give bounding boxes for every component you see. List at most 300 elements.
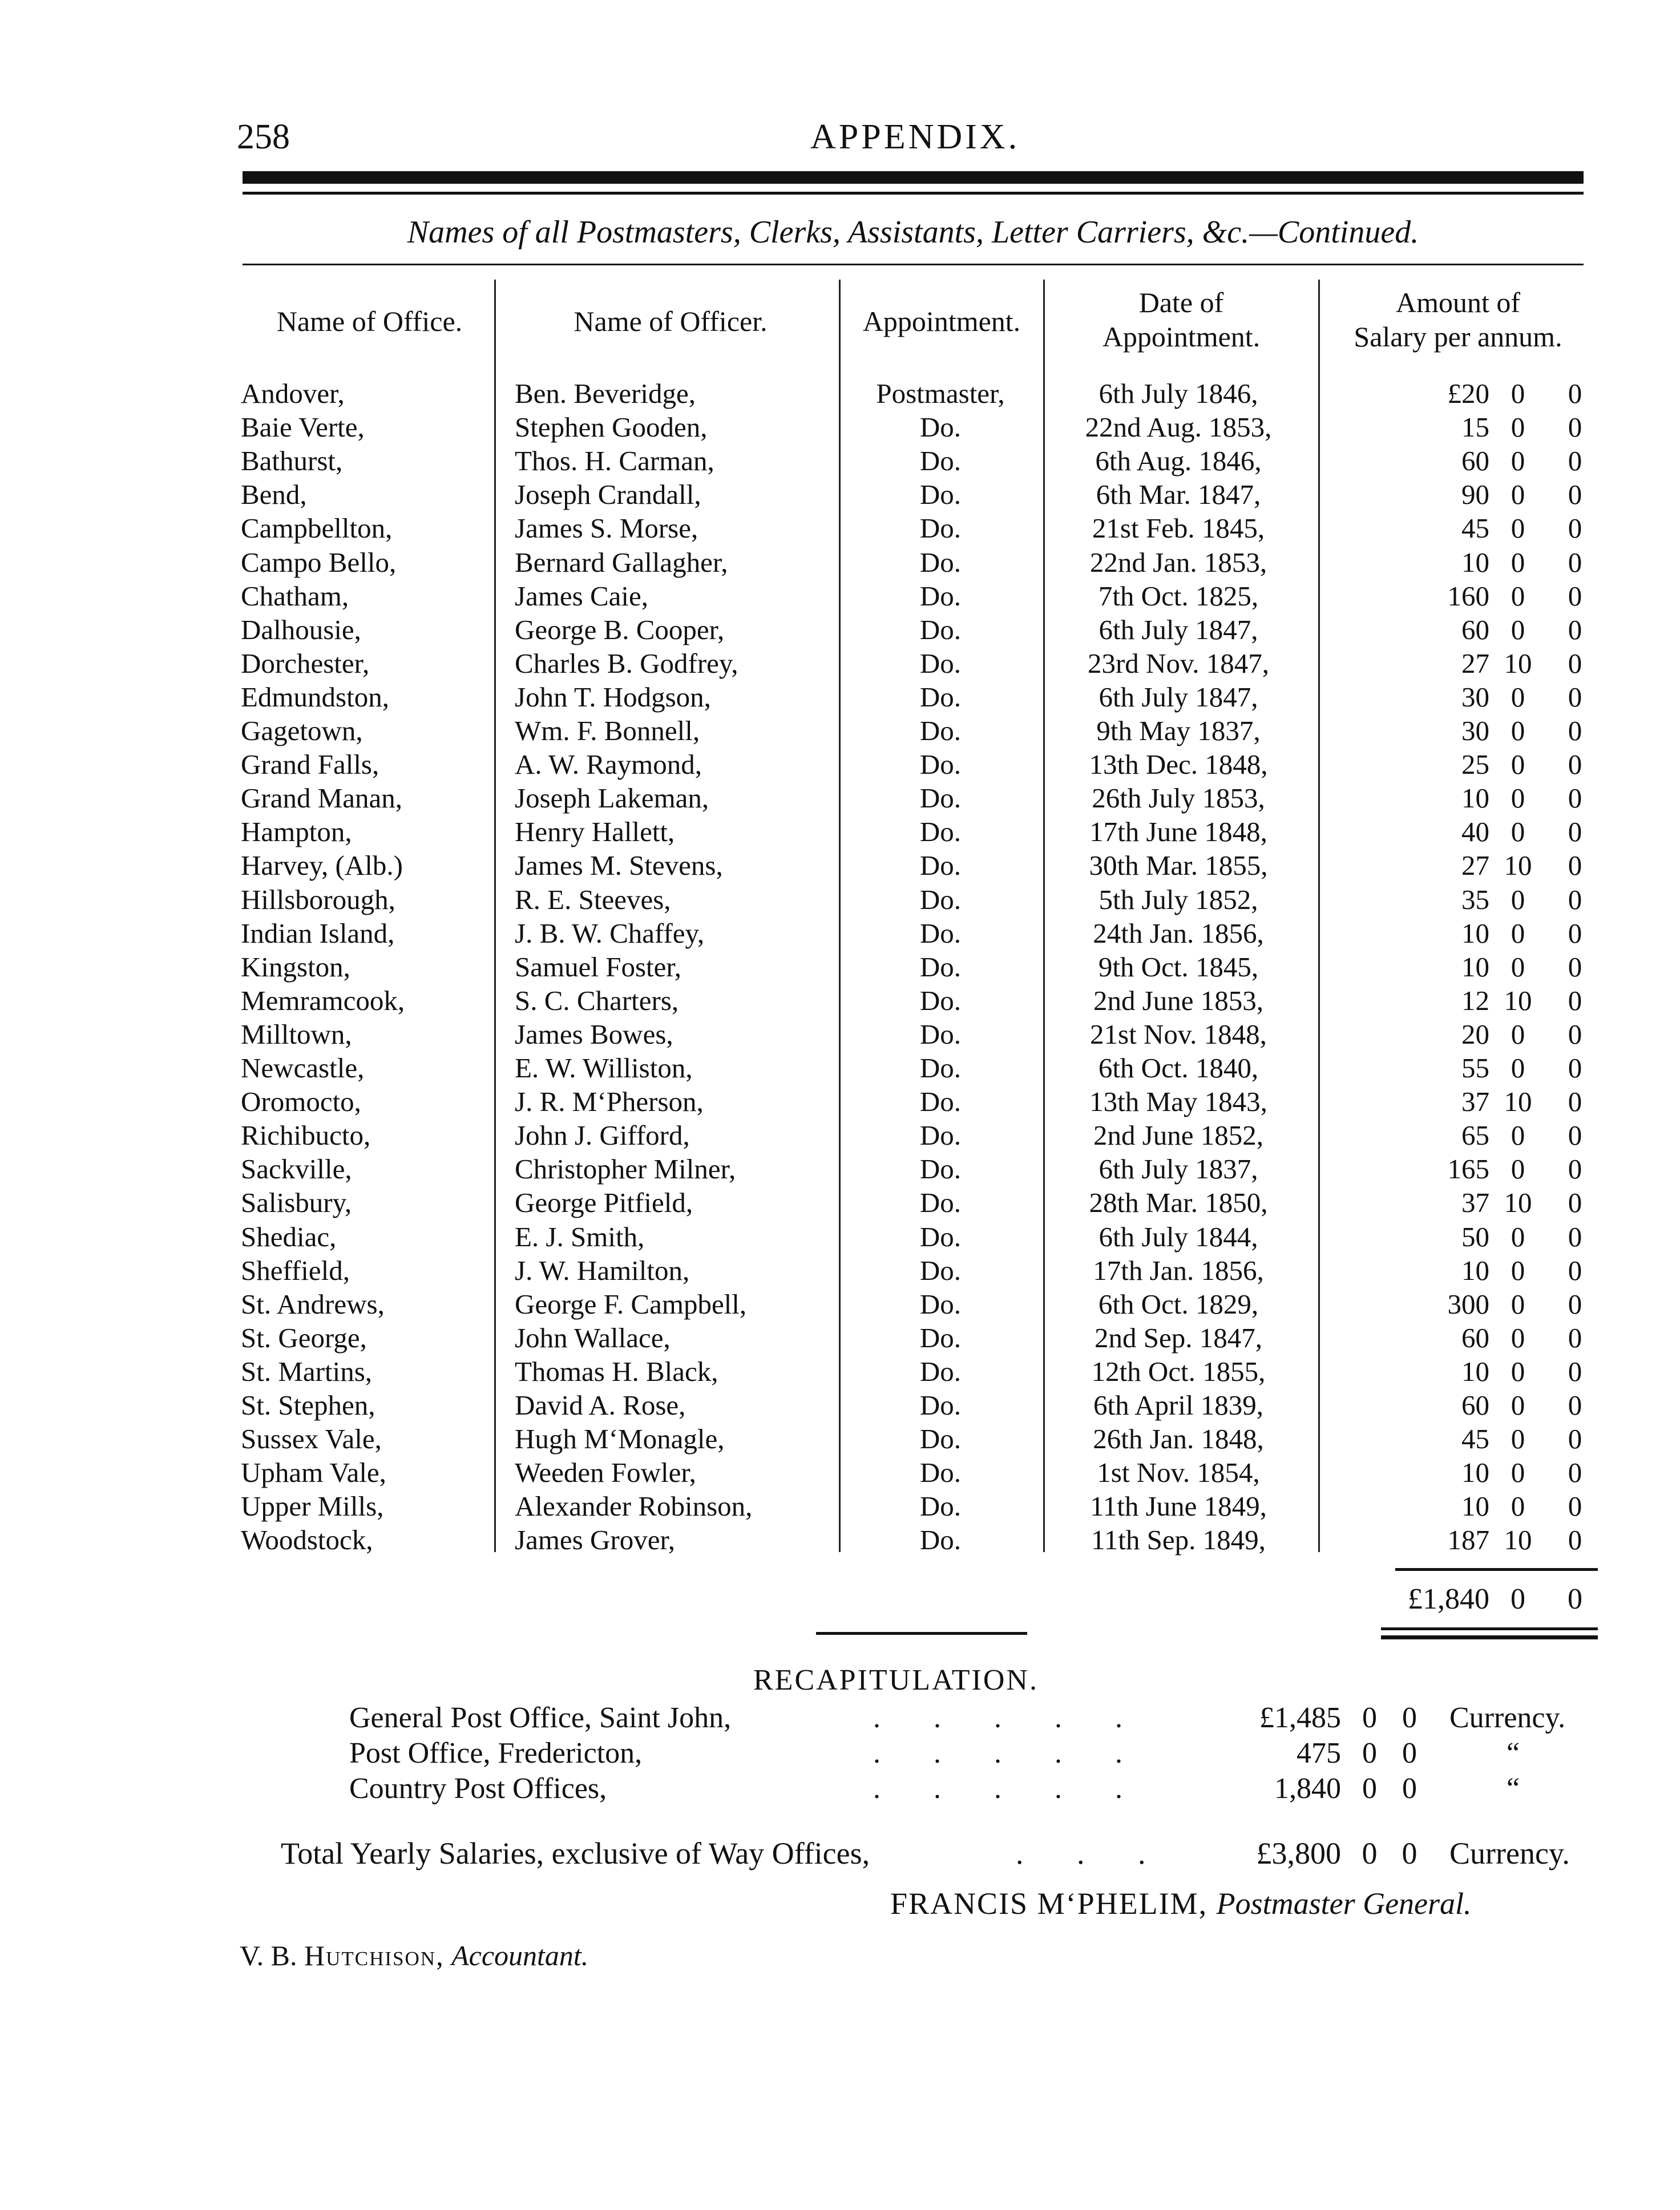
appointment-date: 6th July 1847, xyxy=(1099,613,1258,645)
office-name: Andover, xyxy=(241,378,345,409)
postmaster-name: FRANCIS M‘PHELIM, xyxy=(890,1886,1208,1921)
total-yearly-label: Total Yearly Salaries, exclusive of Way Offices, xyxy=(281,1836,870,1870)
column-header-date xyxy=(1047,285,1315,354)
recap-pounds: 475 xyxy=(1297,1737,1341,1769)
appointment-date: 7th Oct. 1825, xyxy=(1098,580,1259,612)
appointment: Do. xyxy=(919,1052,962,1084)
salary-pence: 0 xyxy=(1568,1187,1582,1219)
appointment-date: 26th Jan. 1848, xyxy=(1093,1423,1264,1455)
appointment: Do. xyxy=(919,984,962,1016)
salary-pence: 0 xyxy=(1568,816,1582,848)
salary-pounds: 187 xyxy=(1447,1524,1489,1556)
leader-dots: . . . xyxy=(1016,1836,1169,1870)
table-total-row xyxy=(0,1579,1680,1619)
appointment: Do. xyxy=(919,1120,962,1152)
officer-name: Ben. Beveridge, xyxy=(515,378,696,409)
salary-shillings: 0 xyxy=(1511,411,1525,443)
salary-shillings: 0 xyxy=(1511,917,1525,949)
office-name: Grand Manan, xyxy=(241,782,403,814)
recap-label: Post Office, Fredericton, xyxy=(349,1737,643,1769)
appointment-date: 6th Oct. 1829, xyxy=(1098,1288,1259,1320)
salary-pence: 0 xyxy=(1568,1018,1582,1050)
total-rule xyxy=(1395,1568,1598,1571)
appointment-date: 6th Oct. 1840, xyxy=(1098,1052,1259,1084)
section-divider-rule xyxy=(816,1632,1027,1635)
appointment-date: 24th Jan. 1856, xyxy=(1093,917,1264,949)
office-name: Gagetown, xyxy=(241,715,363,746)
salary-pounds: 27 xyxy=(1461,647,1489,679)
postmaster-title: Postmaster General. xyxy=(1216,1886,1472,1921)
officer-name: Bernard Gallagher, xyxy=(515,546,728,578)
table-row xyxy=(0,916,1680,950)
salary-pence: 0 xyxy=(1568,1457,1582,1489)
officer-name: J. W. Hamilton, xyxy=(515,1254,690,1286)
appointment-date: 2nd June 1853, xyxy=(1093,984,1264,1016)
table-row xyxy=(0,1287,1680,1321)
salary-shillings: 0 xyxy=(1511,378,1525,409)
appointment: Do. xyxy=(919,1524,962,1556)
appointment: Do. xyxy=(919,951,962,983)
column-header-date-line1: Date of xyxy=(1138,286,1224,318)
appointment-date: 6th July 1844, xyxy=(1099,1221,1258,1253)
office-name: St. Andrews, xyxy=(241,1288,385,1320)
leader-dots: . . . . . xyxy=(873,1737,1145,1769)
officer-name: E. W. Williston, xyxy=(515,1052,693,1084)
officer-name: George B. Cooper, xyxy=(515,613,725,645)
appointment-date: 1st Nov. 1854, xyxy=(1097,1457,1260,1489)
salary-pence: 0 xyxy=(1568,580,1582,612)
office-name: Edmundston, xyxy=(241,681,389,713)
officer-name: James S. Morse, xyxy=(515,512,698,544)
appointment-date: 9th May 1837, xyxy=(1096,715,1261,746)
appointment: Do. xyxy=(919,1355,962,1387)
office-name: Sussex Vale, xyxy=(241,1423,382,1455)
appointment-date: 22nd Jan. 1853, xyxy=(1089,546,1267,578)
table-row xyxy=(0,781,1680,815)
salary-pounds: 50 xyxy=(1461,1221,1489,1253)
salary-pounds: 10 xyxy=(1461,546,1489,578)
office-name: Upham Vale, xyxy=(241,1457,386,1489)
appointment-date: 11th Sep. 1849, xyxy=(1091,1524,1266,1556)
salary-pence: 0 xyxy=(1568,1120,1582,1152)
appointment: Do. xyxy=(919,883,962,915)
table-row xyxy=(0,1422,1680,1456)
office-name: Newcastle, xyxy=(241,1052,365,1084)
office-name: Salisbury, xyxy=(241,1187,352,1219)
salary-pence: 0 xyxy=(1568,1355,1582,1387)
office-name: Milltown, xyxy=(241,1018,352,1050)
salary-pounds: 60 xyxy=(1461,1389,1489,1421)
officer-name: R. E. Steeves, xyxy=(515,883,671,915)
officer-name: Charles B. Godfrey, xyxy=(515,647,738,679)
table-row xyxy=(0,1355,1680,1388)
office-name: Indian Island, xyxy=(241,917,395,949)
officer-name: Hugh M‘Monagle, xyxy=(515,1423,725,1455)
salary-shillings: 0 xyxy=(1511,1221,1525,1253)
table-title: Names of all Postmasters, Clerks, Assistants, Letter Carriers, &c.—Continued. xyxy=(407,215,1419,250)
officer-name: James Bowes, xyxy=(515,1018,673,1050)
salary-shillings: 0 xyxy=(1511,1457,1525,1489)
salary-pence: 0 xyxy=(1568,951,1582,983)
salary-pence: 0 xyxy=(1568,917,1582,949)
total-pounds: £1,840 xyxy=(1408,1583,1489,1615)
appointment-date: 6th Mar. 1847, xyxy=(1096,479,1261,511)
recap-pounds: £1,485 xyxy=(1259,1702,1341,1734)
officer-name: David A. Rose, xyxy=(515,1389,686,1421)
table-row xyxy=(0,1523,1680,1557)
appointment: Do. xyxy=(919,479,962,511)
recap-row xyxy=(0,1736,1680,1771)
salary-shillings: 0 xyxy=(1511,613,1525,645)
total-yearly-shillings: 0 xyxy=(1362,1836,1378,1870)
postmaster-signature xyxy=(890,1886,1472,1921)
salary-shillings: 0 xyxy=(1511,546,1525,578)
officer-name: Thomas H. Black, xyxy=(515,1355,718,1387)
accountant-name: Hutchison, xyxy=(304,1940,445,1971)
salary-pounds: 10 xyxy=(1461,1355,1489,1387)
appointment-date: 9th Oct. 1845, xyxy=(1098,951,1259,983)
salary-pounds: 60 xyxy=(1461,1322,1489,1354)
recap-ditto-mark: “ xyxy=(1507,1772,1520,1805)
officer-name: J. R. M‘Pherson, xyxy=(515,1086,704,1118)
running-title: APPENDIX. xyxy=(810,118,1020,156)
salary-pence: 0 xyxy=(1568,378,1582,409)
office-name: Oromocto, xyxy=(241,1086,361,1118)
appointment-date: 21st Nov. 1848, xyxy=(1090,1018,1267,1050)
table-row xyxy=(0,1186,1680,1219)
salary-pence: 0 xyxy=(1568,1490,1582,1522)
appointment: Do. xyxy=(919,681,962,713)
appointment: Do. xyxy=(919,1322,962,1354)
office-name: Sheffield, xyxy=(241,1254,350,1286)
officer-name: Alexander Robinson, xyxy=(515,1490,753,1522)
table-row xyxy=(0,714,1680,748)
office-name: St. George, xyxy=(241,1322,367,1354)
officer-name: George F. Campbell, xyxy=(515,1288,747,1320)
office-name: Harvey, (Alb.) xyxy=(241,850,403,882)
table-row xyxy=(0,1489,1680,1523)
salary-shillings: 0 xyxy=(1511,1423,1525,1455)
recap-label: General Post Office, Saint John, xyxy=(349,1702,732,1734)
appointment: Do. xyxy=(919,850,962,882)
officer-name: E. J. Smith, xyxy=(515,1221,645,1253)
salary-pence: 0 xyxy=(1568,681,1582,713)
salary-pence: 0 xyxy=(1568,1322,1582,1354)
column-header-officer: Name of Officer. xyxy=(574,305,768,337)
appointment: Do. xyxy=(919,1490,962,1522)
salary-pence: 0 xyxy=(1568,1524,1582,1556)
appointment-date: 12th Oct. 1855, xyxy=(1091,1355,1266,1387)
column-header-date-line2: Appointment. xyxy=(1102,321,1261,353)
appointment-date: 6th Aug. 1846, xyxy=(1095,445,1262,477)
table-row xyxy=(0,511,1680,545)
recap-ditto-mark: “ xyxy=(1507,1737,1520,1769)
appointment-date: 6th July 1846, xyxy=(1099,378,1258,409)
office-name: Bathurst, xyxy=(241,445,343,477)
appointment: Do. xyxy=(919,1457,962,1489)
office-name: Shediac, xyxy=(241,1221,337,1253)
salary-pounds: 10 xyxy=(1461,951,1489,983)
office-name: Dorchester, xyxy=(241,647,370,679)
salary-pence: 0 xyxy=(1568,715,1582,746)
appointment-date: 5th July 1852, xyxy=(1099,883,1258,915)
salary-pounds: 300 xyxy=(1447,1288,1489,1320)
column-header-office: Name of Office. xyxy=(276,305,463,337)
salary-shillings: 0 xyxy=(1511,816,1525,848)
salary-shillings: 10 xyxy=(1504,1524,1532,1556)
officer-name: Weeden Fowler, xyxy=(515,1457,696,1489)
office-name: Richibucto, xyxy=(241,1120,371,1152)
appointment: Do. xyxy=(919,917,962,949)
appointment: Do. xyxy=(919,512,962,544)
salary-pounds: 90 xyxy=(1461,479,1489,511)
office-name: Upper Mills, xyxy=(241,1490,384,1522)
office-name: Sackville, xyxy=(241,1153,352,1185)
total-yearly-currency: Currency. xyxy=(1449,1836,1570,1870)
table-row xyxy=(0,1254,1680,1287)
officer-name: John T. Hodgson, xyxy=(515,681,711,713)
appointment-date: 21st Feb. 1845, xyxy=(1092,512,1265,544)
appointment-date: 22nd Aug. 1853, xyxy=(1085,411,1272,443)
salary-pounds: 45 xyxy=(1461,512,1489,544)
salary-shillings: 0 xyxy=(1511,1052,1525,1084)
salary-pence: 0 xyxy=(1568,411,1582,443)
appointment-date: 2nd Sep. 1847, xyxy=(1095,1322,1262,1354)
column-header-appointment: Appointment. xyxy=(862,305,1021,337)
table-row xyxy=(0,410,1680,444)
salary-pounds: 30 xyxy=(1461,715,1489,746)
total-double-rule-top xyxy=(1381,1627,1598,1630)
salary-pence: 0 xyxy=(1568,782,1582,814)
salary-pounds: 27 xyxy=(1461,850,1489,882)
salary-shillings: 0 xyxy=(1511,1389,1525,1421)
officer-name: Samuel Foster, xyxy=(515,951,682,983)
appointment: Do. xyxy=(919,1018,962,1050)
office-name: Woodstock, xyxy=(241,1524,373,1556)
header-rule-thin xyxy=(243,192,1584,195)
salary-pounds: 65 xyxy=(1461,1120,1489,1152)
office-name: Hillsborough, xyxy=(241,883,395,915)
leader-dots: . . . . . xyxy=(873,1772,1145,1805)
salary-shillings: 10 xyxy=(1504,647,1532,679)
salary-pence: 0 xyxy=(1568,445,1582,477)
appointment-date: 17th June 1848, xyxy=(1089,816,1267,848)
appointment: Do. xyxy=(919,1389,962,1421)
appointment-date: 11th June 1849, xyxy=(1090,1490,1267,1522)
officer-name: Christopher Milner, xyxy=(515,1153,736,1185)
total-shillings: 0 xyxy=(1511,1583,1525,1615)
recap-shillings: 0 xyxy=(1362,1737,1377,1769)
recap-row xyxy=(0,1771,1680,1807)
office-name: Campo Bello, xyxy=(241,546,397,578)
salary-pence: 0 xyxy=(1568,1423,1582,1455)
salary-shillings: 0 xyxy=(1511,951,1525,983)
salary-pence: 0 xyxy=(1568,1389,1582,1421)
table-row xyxy=(0,1152,1680,1186)
salary-pence: 0 xyxy=(1568,546,1582,578)
appointment: Postmaster, xyxy=(876,378,1005,409)
office-name: St. Martins, xyxy=(241,1355,373,1387)
column-header-amount xyxy=(1321,285,1595,354)
appointment: Do. xyxy=(919,613,962,645)
total-yearly-pence: 0 xyxy=(1402,1836,1418,1870)
salary-pounds: 20 xyxy=(1461,1018,1489,1050)
salary-pence: 0 xyxy=(1568,1052,1582,1084)
office-name: St. Stephen, xyxy=(241,1389,375,1421)
appointment: Do. xyxy=(919,715,962,746)
salary-shillings: 0 xyxy=(1511,479,1525,511)
accountant-initials: V. B. xyxy=(240,1940,297,1971)
appointment: Do. xyxy=(919,1221,962,1253)
officer-name: A. W. Raymond, xyxy=(515,749,702,781)
table-row xyxy=(0,748,1680,781)
table-row xyxy=(0,1017,1680,1051)
salary-pence: 0 xyxy=(1568,1254,1582,1286)
appointment-date: 13th Dec. 1848, xyxy=(1089,749,1268,781)
salary-pounds: 10 xyxy=(1461,1490,1489,1522)
recap-pence: 0 xyxy=(1402,1702,1417,1734)
salary-shillings: 0 xyxy=(1511,1288,1525,1320)
salary-shillings: 0 xyxy=(1511,580,1525,612)
salary-pounds: 60 xyxy=(1461,445,1489,477)
salary-pence: 0 xyxy=(1568,512,1582,544)
table-row xyxy=(0,377,1680,410)
salary-shillings: 0 xyxy=(1511,512,1525,544)
salary-shillings: 0 xyxy=(1511,1355,1525,1387)
officer-name: James M. Stevens, xyxy=(515,850,723,882)
table-row xyxy=(0,950,1680,984)
header-rule-thick xyxy=(243,171,1584,184)
appointment-date: 6th April 1839, xyxy=(1093,1389,1264,1421)
salary-shillings: 10 xyxy=(1504,1187,1532,1219)
appointment-date: 30th Mar. 1855, xyxy=(1089,850,1268,882)
appointment: Do. xyxy=(919,816,962,848)
salary-pounds: 10 xyxy=(1461,1457,1489,1489)
accountant-title: Accountant. xyxy=(451,1940,589,1971)
salary-pence: 0 xyxy=(1568,479,1582,511)
officer-name: James Grover, xyxy=(515,1524,676,1556)
salary-pounds: 40 xyxy=(1461,816,1489,848)
salary-pounds: 35 xyxy=(1461,883,1489,915)
salary-pounds: 37 xyxy=(1461,1187,1489,1219)
appointment: Do. xyxy=(919,1187,962,1219)
office-name: Dalhousie, xyxy=(241,613,361,645)
salary-pounds: 55 xyxy=(1461,1052,1489,1084)
salary-shillings: 0 xyxy=(1511,1120,1525,1152)
recap-shillings: 0 xyxy=(1362,1702,1377,1734)
salary-pounds: 10 xyxy=(1461,917,1489,949)
officer-name: J. B. W. Chaffey, xyxy=(515,917,705,949)
table-row xyxy=(0,647,1680,680)
salary-shillings: 10 xyxy=(1504,850,1532,882)
appointment: Do. xyxy=(919,749,962,781)
salary-shillings: 10 xyxy=(1504,984,1532,1016)
salary-pence: 0 xyxy=(1568,883,1582,915)
table-row xyxy=(0,613,1680,647)
salary-shillings: 0 xyxy=(1511,715,1525,746)
salary-shillings: 0 xyxy=(1511,1254,1525,1286)
table-row xyxy=(0,849,1680,882)
salary-pounds: 60 xyxy=(1461,613,1489,645)
office-name: Memramcook, xyxy=(241,984,405,1016)
officer-name: Thos. H. Carman, xyxy=(515,445,714,477)
office-name: Hampton, xyxy=(241,816,352,848)
salary-pence: 0 xyxy=(1568,1086,1582,1118)
salary-shillings: 0 xyxy=(1511,883,1525,915)
table-row xyxy=(0,1321,1680,1355)
total-yearly-salaries xyxy=(0,1835,1680,1872)
salary-shillings: 0 xyxy=(1511,749,1525,781)
officer-name: Joseph Lakeman, xyxy=(515,782,709,814)
salary-shillings: 10 xyxy=(1504,1086,1532,1118)
appointment-date: 6th July 1837, xyxy=(1099,1153,1258,1185)
recap-currency: Currency. xyxy=(1449,1702,1566,1734)
recap-shillings: 0 xyxy=(1362,1772,1377,1805)
office-name: Bend, xyxy=(241,479,307,511)
table-row xyxy=(0,1220,1680,1254)
table-row xyxy=(0,984,1680,1017)
office-name: Chatham, xyxy=(241,580,349,612)
salary-pounds: 37 xyxy=(1461,1086,1489,1118)
table-row xyxy=(0,1456,1680,1489)
salary-pounds: £20 xyxy=(1447,378,1489,409)
total-pence: 0 xyxy=(1568,1583,1582,1615)
appointment-date: 28th Mar. 1850, xyxy=(1089,1187,1268,1219)
table-row xyxy=(0,444,1680,478)
appointment: Do. xyxy=(919,1288,962,1320)
total-yearly-pounds: £3,800 xyxy=(1256,1836,1341,1870)
salary-pounds: 25 xyxy=(1461,749,1489,781)
appointment: Do. xyxy=(919,411,962,443)
table-row xyxy=(0,478,1680,511)
salary-pounds: 165 xyxy=(1447,1153,1489,1185)
salary-shillings: 0 xyxy=(1511,1153,1525,1185)
table-row xyxy=(0,579,1680,613)
salary-shillings: 0 xyxy=(1511,445,1525,477)
column-header-amount-line2: Salary per annum. xyxy=(1354,321,1562,353)
office-name: Baie Verte, xyxy=(241,411,365,443)
column-header-amount-line1: Amount of xyxy=(1395,286,1521,318)
table-row xyxy=(0,883,1680,916)
appointment-date: 26th July 1853, xyxy=(1092,782,1265,814)
appointment-date: 17th Jan. 1856, xyxy=(1093,1254,1264,1286)
office-name: Grand Falls, xyxy=(241,749,379,781)
officer-name: James Caie, xyxy=(515,580,649,612)
officer-name: Joseph Crandall, xyxy=(515,479,701,511)
recap-pounds: 1,840 xyxy=(1274,1772,1341,1805)
salary-pounds: 10 xyxy=(1461,782,1489,814)
salary-pence: 0 xyxy=(1568,613,1582,645)
table-row xyxy=(0,1388,1680,1422)
officer-name: John Wallace, xyxy=(515,1322,671,1354)
salary-shillings: 0 xyxy=(1511,681,1525,713)
salary-pounds: 10 xyxy=(1461,1254,1489,1286)
salary-pence: 0 xyxy=(1568,1221,1582,1253)
appointment: Do. xyxy=(919,445,962,477)
recap-pence: 0 xyxy=(1402,1772,1417,1805)
appointment-date: 2nd June 1852, xyxy=(1093,1120,1264,1152)
appointment: Do. xyxy=(919,1086,962,1118)
salary-shillings: 0 xyxy=(1511,782,1525,814)
appointment: Do. xyxy=(919,546,962,578)
officer-name: Henry Hallett, xyxy=(515,816,675,848)
salary-pence: 0 xyxy=(1568,749,1582,781)
salary-pence: 0 xyxy=(1568,984,1582,1016)
total-double-rule-bottom xyxy=(1381,1635,1598,1639)
office-name: Kingston, xyxy=(241,951,350,983)
office-name: Campbellton, xyxy=(241,512,393,544)
salary-pounds: 15 xyxy=(1461,411,1489,443)
